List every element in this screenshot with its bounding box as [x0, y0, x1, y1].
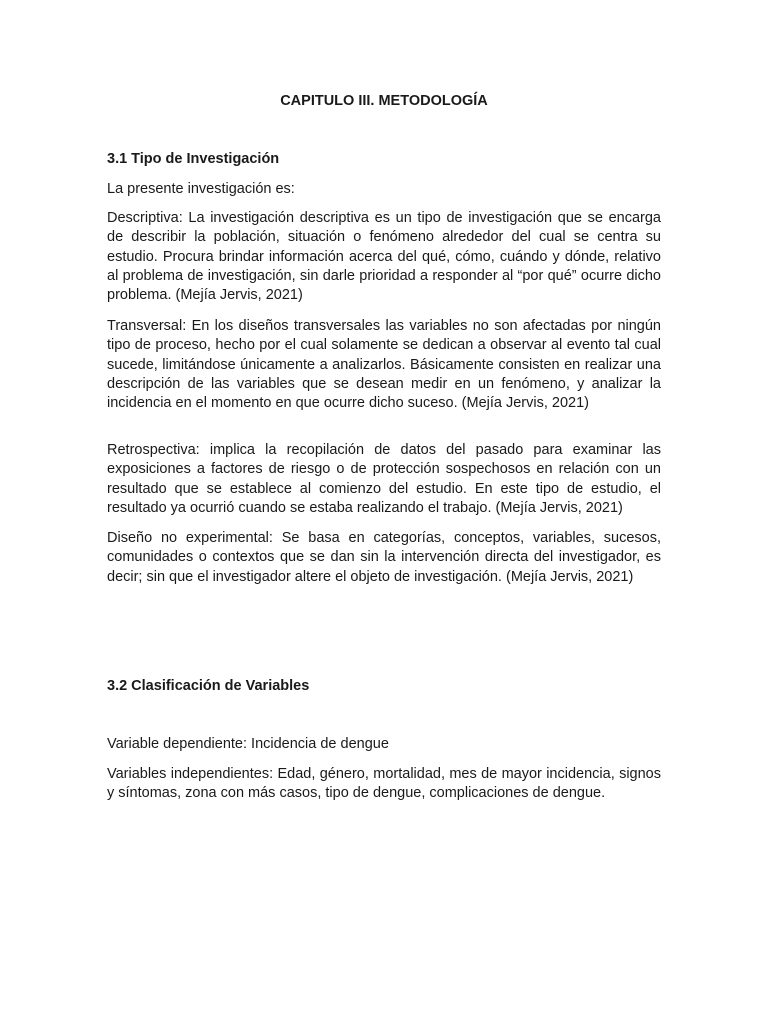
variable-dependiente: Variable dependiente: Incidencia de dengue — [107, 736, 389, 752]
chapter-title: CAPITULO III. METODOLOGÍA — [280, 93, 488, 109]
paragraph-diseno-no-experimental: Diseño no experimental: Se basa en categorías, conceptos, variables, sucesos, comunidades o contextos que se dan sin la intervención directa del investigador, es decir; sin que el investigador altere el objeto de investigación. (Mejía Jervis, 2021) — [107, 530, 661, 585]
section-heading-clasificacion-variables: 3.2 Clasificación de Variables — [107, 678, 310, 694]
section-heading-tipo-investigacion: 3.1 Tipo de Investigación — [107, 151, 280, 167]
paragraph-descriptiva: Descriptiva: La investigación descriptiva es un tipo de investigación que se encarga de describir la población, situación o fenómeno alrededor del cual se centra su estudio. Procura brindar información acerca del qué, cómo, cuándo y dónde, relativo al problema de investigación, sin darle prioridad a responder al “por qué” ocurre dicho problema. (Mejía Jervis, 2021) — [107, 210, 661, 304]
variables-independientes: Variables independientes: Edad, género, mortalidad, mes de mayor incidencia, signos y síntomas, zona con más casos, tipo de dengue, complicaciones de dengue. — [107, 766, 661, 802]
paragraph-retrospectiva: Retrospectiva: implica la recopilación de datos del pasado para examinar las exposiciones a factores de riesgo o de protección sospechosos en relación con un resultado que se establece al comienzo del estudio. En este tipo de estudio, el resultado ya ocurrió cuando se estaba realizando el trabajo. (Mejía Jervis, 2021) — [107, 442, 661, 516]
paragraph-transversal: Transversal: En los diseños transversales las variables no son afectadas por ningún tipo de proceso, hecho por el cual solamente se dedican a observar al evento tal cual sucede, limitándose únicamente a analizarlos. Básicamente consisten en realizar una descripción de las variables que se desean medir en un fenómeno, y analizar la incidencia en el momento en que ocurre dicho suceso. (Mejía Jervis, 2021) — [107, 318, 661, 412]
section-intro: La presente investigación es: — [107, 181, 295, 197]
